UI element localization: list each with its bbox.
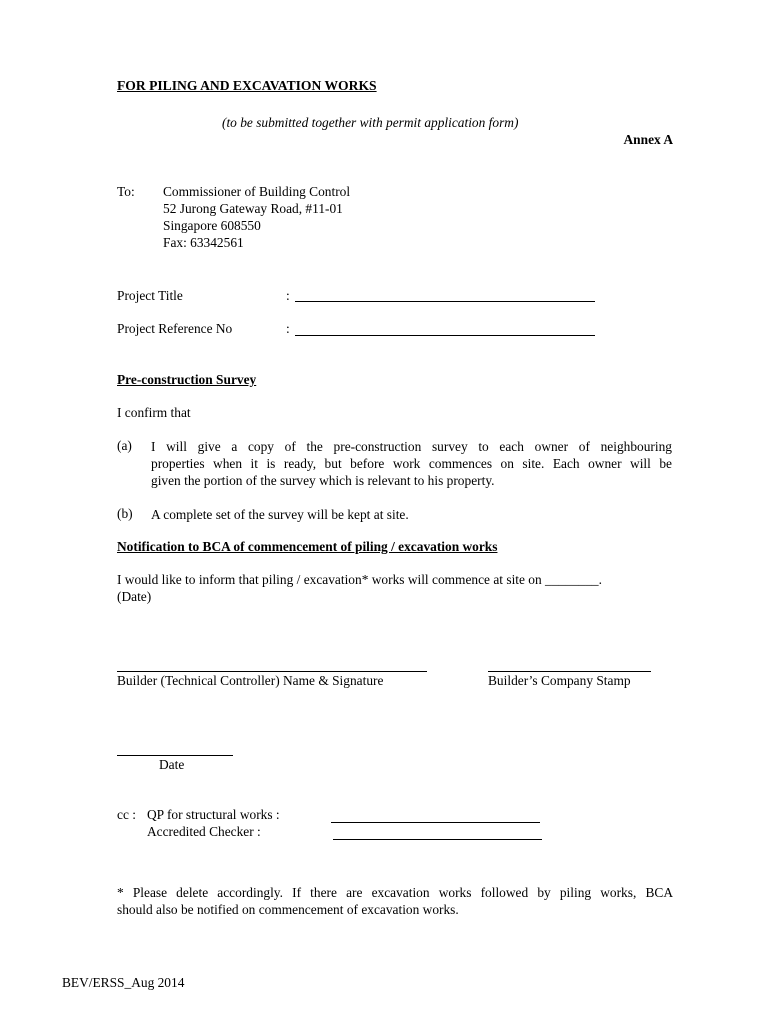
builder-signature-label: Builder (Technical Controller) Name & Signature bbox=[117, 673, 384, 688]
cc-qp-label: QP for structural works : bbox=[147, 807, 280, 822]
company-stamp-label: Builder’s Company Stamp bbox=[488, 673, 631, 688]
addressee-name: Commissioner of Building Control bbox=[163, 184, 351, 199]
date-signature-line[interactable] bbox=[117, 755, 233, 756]
to-label: To: bbox=[117, 184, 135, 199]
date-hint: (Date) bbox=[117, 589, 152, 604]
annex-label: Annex A bbox=[623, 132, 673, 147]
footnote-line: * Please delete accordingly. If there are excavation works followed by piling works, BCA bbox=[117, 885, 673, 900]
addressee-postcode: Singapore 608550 bbox=[163, 218, 261, 233]
addressee-fax: Fax: 63342561 bbox=[163, 235, 244, 250]
survey-intro: I confirm that bbox=[117, 405, 191, 420]
survey-heading: Pre-construction Survey bbox=[117, 372, 257, 387]
cc-checker-line[interactable] bbox=[333, 839, 542, 840]
item-b-text bbox=[151, 506, 672, 523]
project-title-label: Project Title bbox=[117, 288, 183, 303]
footnote bbox=[117, 884, 673, 918]
company-stamp-line[interactable] bbox=[488, 671, 651, 672]
project-reference-label: Project Reference No bbox=[117, 321, 233, 336]
addressee-street: 52 Jurong Gateway Road, #11-01 bbox=[163, 201, 343, 216]
item-a-line: properties when it is ready, but before work commences on site. Each owner will be bbox=[151, 456, 672, 471]
document-code-footer: BEV/ERSS_Aug 2014 bbox=[62, 975, 185, 990]
notification-statement: I would like to inform that piling / excavation* works will commence at site on ________. bbox=[117, 572, 602, 587]
notification-heading: Notification to BCA of commencement of piling / excavation works bbox=[117, 539, 498, 554]
cc-checker-label: Accredited Checker : bbox=[147, 824, 261, 839]
footnote-line: should also be notified on commencement of excavation works. bbox=[117, 902, 459, 917]
item-b-line: A complete set of the survey will be kept at site. bbox=[151, 507, 409, 522]
project-title-field[interactable] bbox=[295, 301, 595, 302]
item-a-text bbox=[151, 438, 672, 489]
project-reference-field[interactable] bbox=[295, 335, 595, 336]
form-title: FOR PILING AND EXCAVATION WORKS bbox=[117, 78, 377, 93]
builder-signature-line[interactable] bbox=[117, 671, 427, 672]
item-b-marker: (b) bbox=[117, 506, 133, 521]
item-a-marker: (a) bbox=[117, 438, 132, 453]
form-subtitle: (to be submitted together with permit application form) bbox=[222, 115, 519, 130]
cc-prefix: cc : bbox=[117, 807, 136, 822]
addressee-block bbox=[163, 184, 350, 252]
project-reference-colon: : bbox=[286, 321, 290, 336]
cc-qp-line[interactable] bbox=[331, 822, 540, 823]
item-a-line: given the portion of the survey which is relevant to his property. bbox=[151, 473, 495, 488]
date-label: Date bbox=[159, 757, 185, 772]
item-a-line: I will give a copy of the pre-construction survey to each owner of neighbouring bbox=[151, 439, 672, 454]
project-title-colon: : bbox=[286, 288, 290, 303]
